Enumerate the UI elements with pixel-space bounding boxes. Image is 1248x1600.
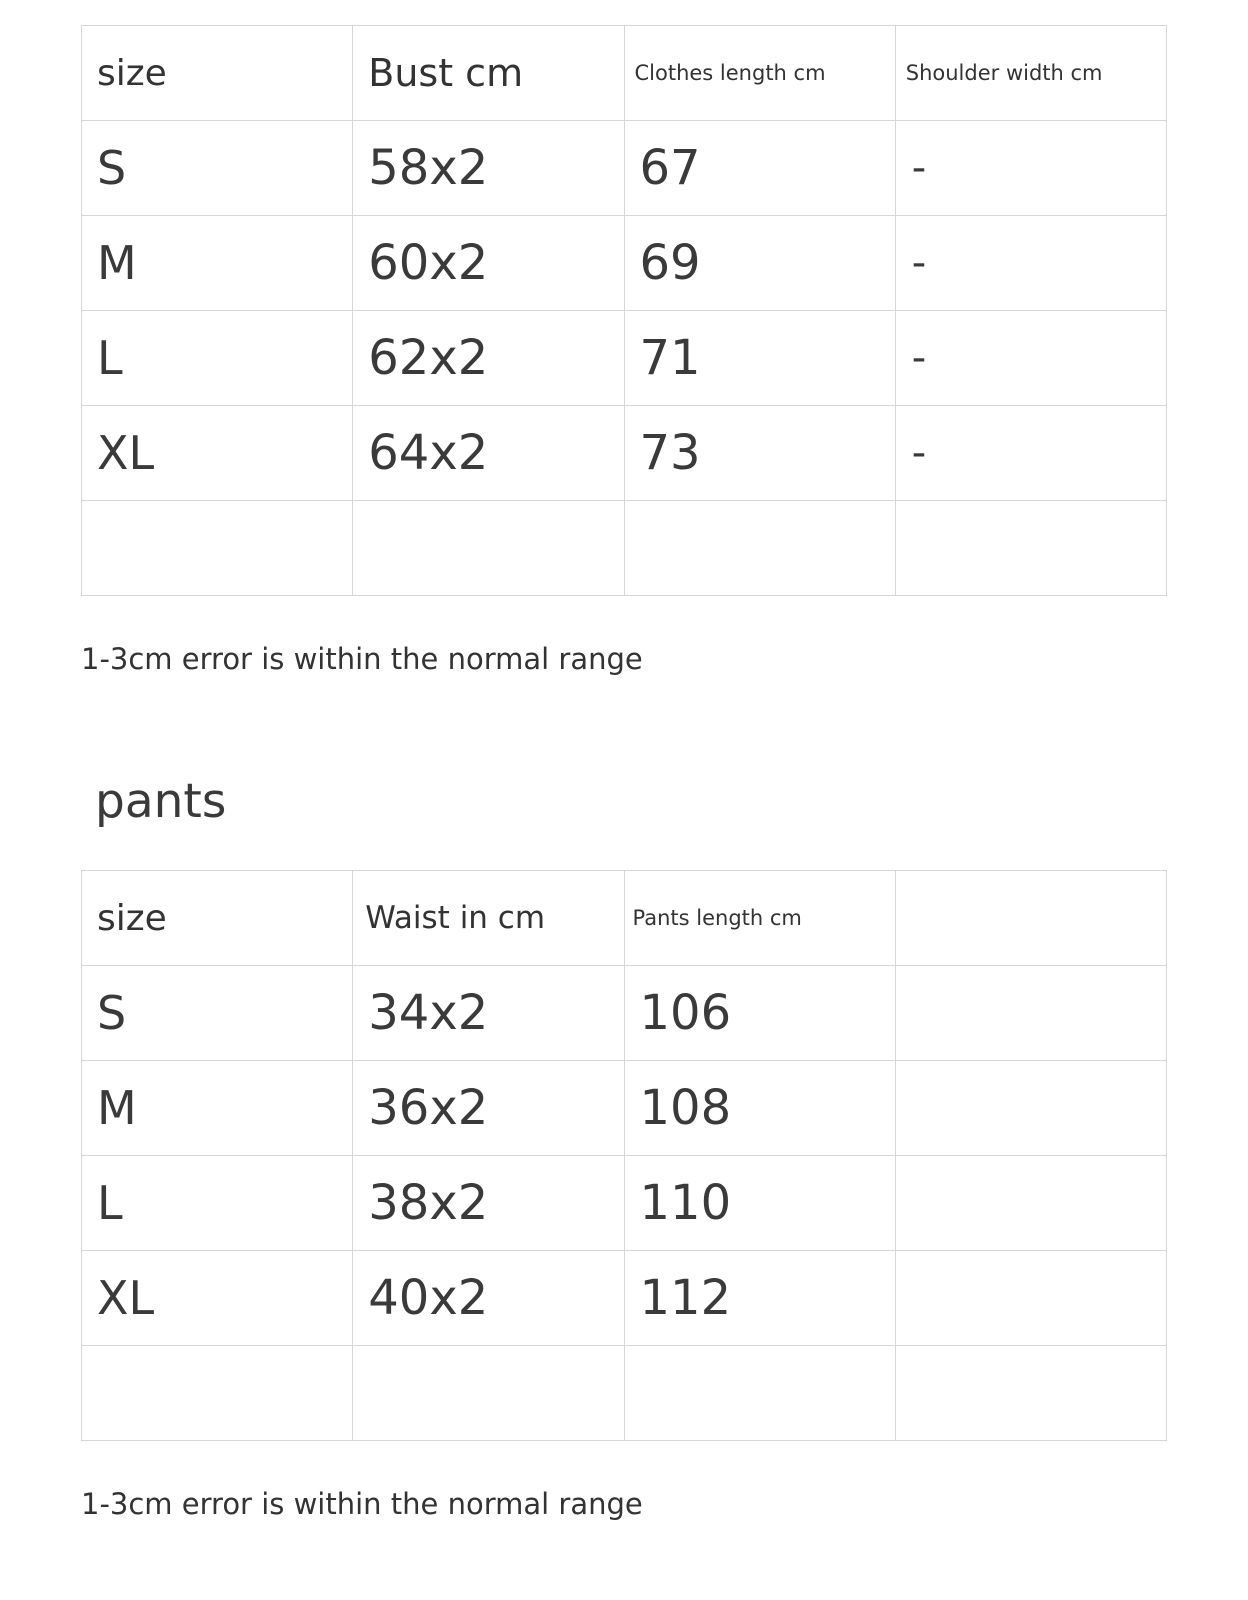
size-cell: M <box>82 1061 353 1156</box>
empty-cell <box>82 501 353 596</box>
empty-cell <box>895 501 1166 596</box>
pants-size-table <box>81 870 1167 1441</box>
shoulder-width-cell: - <box>895 406 1166 501</box>
header-empty <box>895 871 1166 966</box>
waist-cell: 38x2 <box>353 1156 624 1251</box>
table-row <box>82 311 1167 406</box>
table-header-row <box>82 871 1167 966</box>
clothes-length-cell: 67 <box>624 121 895 216</box>
empty-cell <box>82 1346 353 1441</box>
table-row <box>82 1061 1167 1156</box>
empty-cell <box>895 1251 1166 1346</box>
pants-length-cell: 108 <box>624 1061 895 1156</box>
empty-cell <box>895 1061 1166 1156</box>
bust-cell: 58x2 <box>353 121 624 216</box>
empty-cell <box>624 1346 895 1441</box>
table-row <box>82 1156 1167 1251</box>
size-cell: L <box>82 311 353 406</box>
top-size-table <box>81 25 1167 596</box>
header-size: size <box>82 26 353 121</box>
bust-cell: 64x2 <box>353 406 624 501</box>
table-row <box>82 216 1167 311</box>
size-cell: S <box>82 966 353 1061</box>
header-bust: Bust cm <box>353 26 624 121</box>
clothes-length-cell: 71 <box>624 311 895 406</box>
size-cell: S <box>82 121 353 216</box>
table-row-empty <box>82 501 1167 596</box>
clothes-length-cell: 69 <box>624 216 895 311</box>
size-cell: XL <box>82 406 353 501</box>
header-waist: Waist in cm <box>353 871 624 966</box>
empty-cell <box>895 1156 1166 1251</box>
header-pants-length: Pants length cm <box>624 871 895 966</box>
empty-cell <box>624 501 895 596</box>
table-row <box>82 966 1167 1061</box>
empty-cell <box>895 1346 1166 1441</box>
tolerance-note: 1-3cm error is within the normal range <box>81 1487 643 1521</box>
tolerance-note: 1-3cm error is within the normal range <box>81 642 643 676</box>
table-header-row <box>82 26 1167 121</box>
size-cell: XL <box>82 1251 353 1346</box>
empty-cell <box>353 501 624 596</box>
shoulder-width-cell: - <box>895 121 1166 216</box>
shoulder-width-cell: - <box>895 216 1166 311</box>
empty-cell <box>353 1346 624 1441</box>
header-shoulder-width: Shoulder width cm <box>895 26 1166 121</box>
bust-cell: 60x2 <box>353 216 624 311</box>
header-clothes-length: Clothes length cm <box>624 26 895 121</box>
pants-length-cell: 106 <box>624 966 895 1061</box>
waist-cell: 34x2 <box>353 966 624 1061</box>
table-row <box>82 1251 1167 1346</box>
table-row <box>82 406 1167 501</box>
shoulder-width-cell: - <box>895 311 1166 406</box>
size-cell: M <box>82 216 353 311</box>
size-cell: L <box>82 1156 353 1251</box>
pants-section-title: pants <box>95 774 227 829</box>
table-row <box>82 121 1167 216</box>
waist-cell: 40x2 <box>353 1251 624 1346</box>
table-row-empty <box>82 1346 1167 1441</box>
empty-cell <box>895 966 1166 1061</box>
clothes-length-cell: 73 <box>624 406 895 501</box>
pants-length-cell: 110 <box>624 1156 895 1251</box>
pants-length-cell: 112 <box>624 1251 895 1346</box>
header-size: size <box>82 871 353 966</box>
bust-cell: 62x2 <box>353 311 624 406</box>
waist-cell: 36x2 <box>353 1061 624 1156</box>
